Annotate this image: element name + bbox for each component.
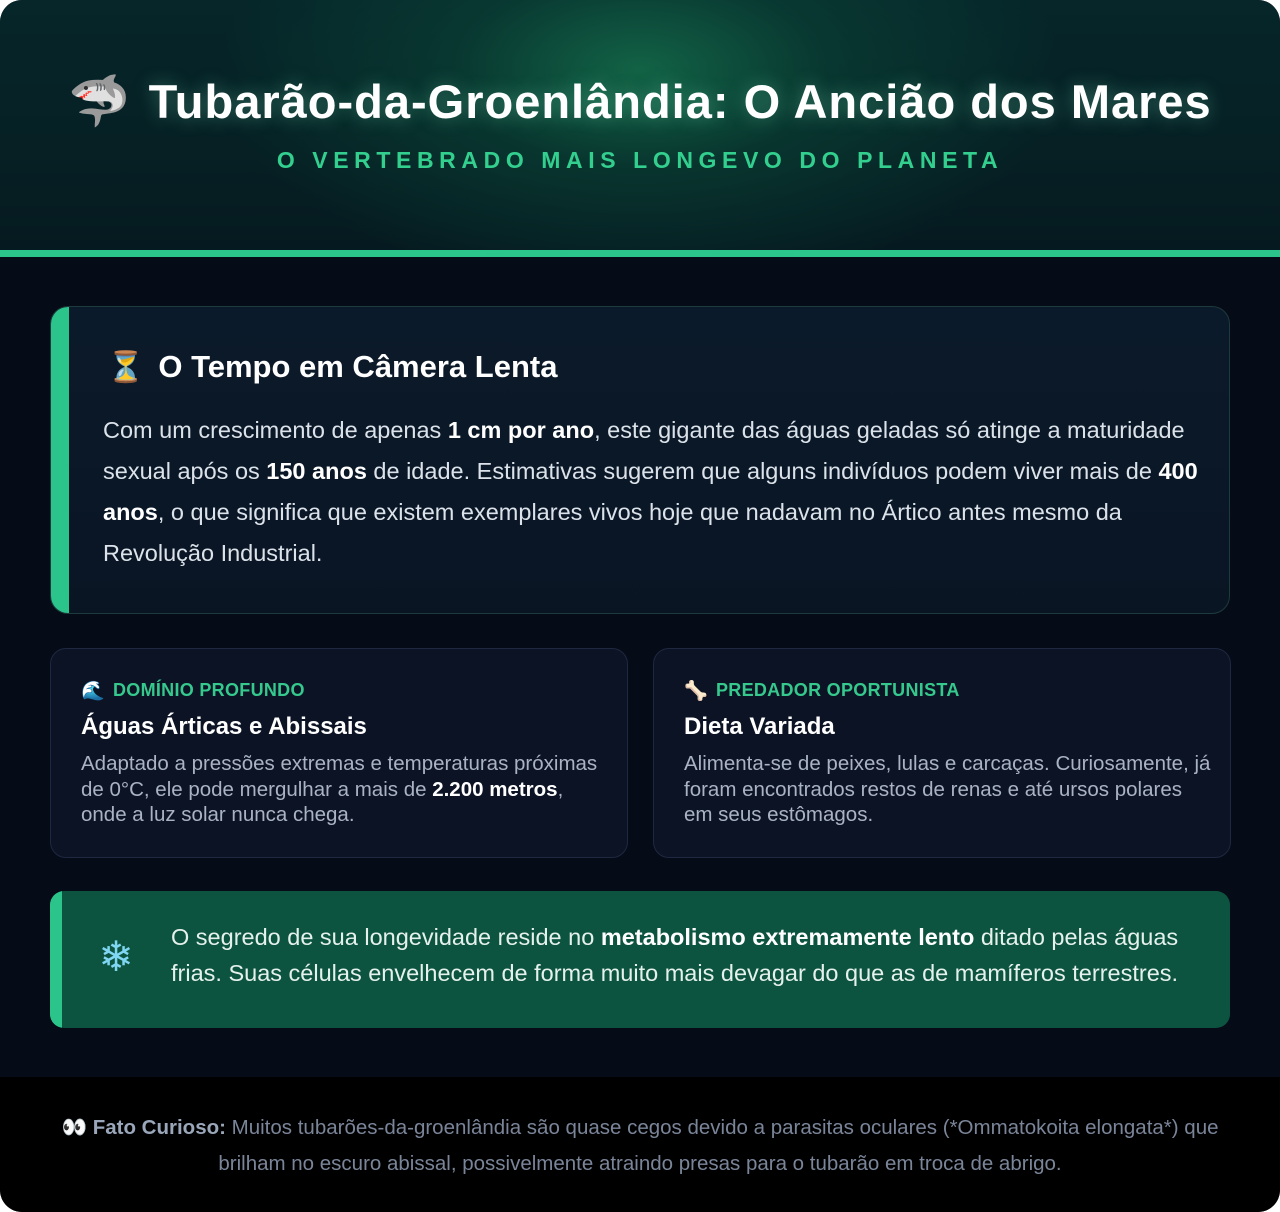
callout-accent-bar [50, 891, 62, 1028]
snowflake-icon: ❄ [98, 932, 134, 981]
diet-title: Dieta Variada [684, 713, 835, 740]
text-segment: de idade. Estimativas sugerem que alguns indivíduos podem viver mais de [366, 458, 1159, 484]
hourglass-icon: ⏳ [107, 349, 145, 385]
main-card-text [103, 410, 1203, 574]
habitat-tag-text: DOMÍNIO PROFUNDO [112, 680, 305, 700]
text-segment: , onde a luz solar nunca chega. [81, 777, 564, 826]
text-segment: , o que significa que existem exemplares vivos hoje que nadavam no Ártico antes mesmo da Revolução Industrial. [103, 499, 1122, 566]
footer [0, 1077, 1280, 1212]
text-segment: ditado pelas águas frias. Suas células envelhecem de forma muito mais devagar do que as de mamíferos terrestres. [171, 924, 1179, 986]
fun-fact-label: Fato Curioso: [92, 1116, 226, 1139]
diet-card [653, 648, 1231, 858]
page-title: Tubarão-da-Groenlândia: O Ancião dos Mares [148, 74, 1212, 128]
fun-fact [40, 1109, 1240, 1182]
wave-icon: 🌊 [81, 680, 105, 702]
diet-tag-text: PREDADOR OPORTUNISTA [715, 680, 960, 700]
header-divider [0, 250, 1280, 257]
title-row [0, 70, 1280, 132]
highlight-maturity: 150 anos [266, 458, 367, 484]
diet-tag [684, 679, 960, 702]
card-accent-bar [51, 307, 69, 613]
highlight-lifespan: 400 anos [103, 458, 1198, 525]
page-subtitle: O VERTEBRADO MAIS LONGEVO DO PLANETA [276, 147, 1004, 173]
eyes-icon: 👀 [61, 1115, 87, 1139]
header [0, 0, 1280, 250]
habitat-card [50, 648, 628, 858]
bone-icon: 🦴 [684, 680, 708, 702]
habitat-tag [81, 679, 305, 702]
habitat-text [81, 751, 611, 828]
callout-text [171, 919, 1211, 991]
highlight-growth: 1 cm por ano [447, 417, 595, 443]
main-card [50, 306, 1230, 614]
main-card-title-text: O Tempo em Câmera Lenta [158, 349, 558, 384]
highlight-metabolism: metabolismo extremamente lento [600, 924, 975, 950]
fun-fact-text: Muitos tubarões-da-groenlândia são quase cegos devido a parasitas oculares (*Ommatokoita elongata*) que brilham no escuro abissal, possivelmente atraindo presas para o tubarão em troca de abrigo. [218, 1116, 1219, 1175]
text-segment: , este gigante das águas geladas só atinge a maturidade sexual após os [103, 417, 1185, 484]
shark-icon: 🦈 [68, 72, 131, 130]
highlight-depth: 2.200 metros [432, 777, 558, 801]
metabolism-callout [50, 891, 1230, 1028]
text-segment: O segredo de sua longevidade reside no [171, 924, 601, 950]
habitat-title: Águas Árticas e Abissais [81, 713, 367, 740]
text-segment: Com um crescimento de apenas [103, 417, 448, 443]
diet-text: Alimenta-se de peixes, lulas e carcaças. Curiosamente, já foram encontrados restos de renas e até ursos polares em seus estômagos. [684, 752, 1211, 826]
text-segment: Adaptado a pressões extremas e temperaturas próximas de 0°C, ele pode mergulhar a mais de [81, 752, 598, 801]
main-card-title [107, 349, 557, 385]
